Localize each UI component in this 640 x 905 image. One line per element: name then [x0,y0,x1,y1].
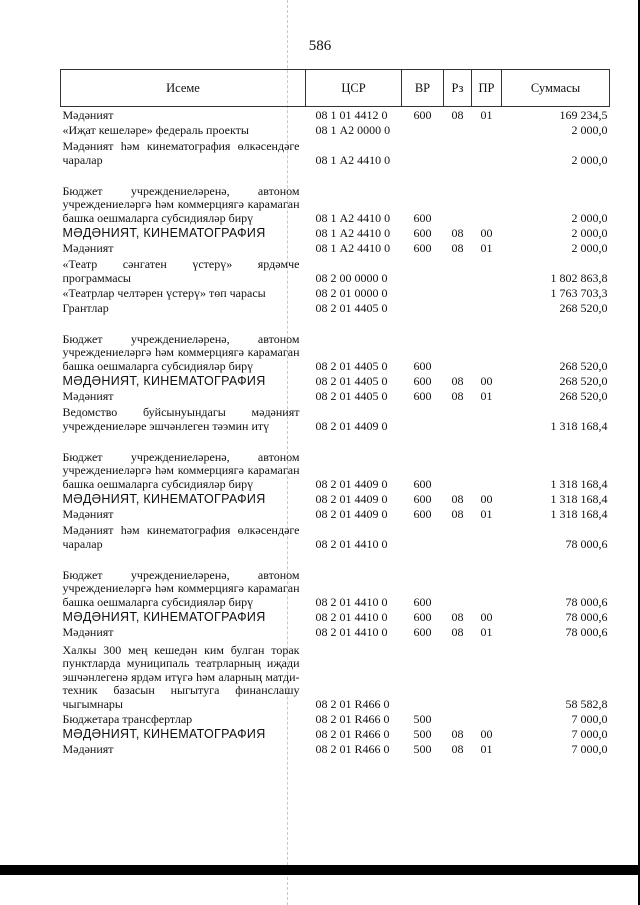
budget-table [60,69,610,756]
table-row [61,711,610,726]
table-row [61,624,610,639]
cell-vr: 600 [413,491,432,506]
cell-amount: 2 000,0 [571,122,608,137]
cell-vr: 500 [413,726,432,741]
cell-csr: 08 2 01 4409 0 [315,476,388,491]
cell-amount: 78 000,6 [565,624,608,639]
cell-pr: 01 [480,240,493,255]
cell-csr: 08 1 01 4412 0 [315,107,388,122]
header-name: Исеме [61,70,306,107]
cell-csr: 08 2 01 4410 0 [315,594,388,609]
cell-name: Мәдәният [62,624,114,639]
header-vr: ВР [402,70,444,107]
cell-name: МӘДӘНИЯТ, КИНЕМАТОГРАФИЯ [62,726,266,741]
cell-vr [402,403,444,433]
cell-pr [472,521,502,551]
cell-name: Мәдәният [62,741,114,756]
cell-csr: 08 2 01 R466 0 [315,726,390,741]
cell-amount: 7 000,0 [571,741,608,756]
table-row [61,551,610,609]
cell-csr: 08 2 01 4410 0 [315,536,388,551]
cell-vr: 600 [413,210,432,225]
cell-rz [444,285,472,300]
cell-csr: 08 2 01 4409 0 [315,491,388,506]
cell-pr [472,403,502,433]
table-row [61,521,610,551]
table-row [61,373,610,388]
cell-rz [444,315,472,373]
cell-name: Бюджет учреждениеләренә, автоном учреждениеләргә һәм коммерциягә карамаган башка оешмаларга субсидияләр бирү [62,567,300,609]
header-pr: ПР [472,70,502,107]
table-row [61,388,610,403]
cell-rz: 08 [451,741,464,756]
cell-amount: 1 318 168,4 [550,506,608,521]
cell-name: Мәдәният [62,506,114,521]
cell-amount: 1 318 168,4 [550,476,608,491]
table-row [61,137,610,167]
cell-vr [402,285,444,300]
cell-pr [472,551,502,609]
cell-rz: 08 [451,240,464,255]
cell-pr [472,137,502,167]
cell-name: Грантлар [62,300,109,315]
cell-rz [444,639,472,711]
table-header-row [61,70,610,107]
cell-rz: 08 [451,491,464,506]
cell-vr: 500 [413,741,432,756]
cell-csr: 08 2 01 4405 0 [315,388,388,403]
cell-name: Ведомство буйсынуындагы мәдәният учреждениеләре эшчәнлеген тәэмин итү [62,405,300,433]
cell-pr [472,285,502,300]
header-rz: Рз [444,70,472,107]
cell-amount: 169 234,5 [559,107,608,122]
cell-name: Мәдәният һәм кинематография өлкәсендәге чаралар [62,523,300,551]
cell-pr: 00 [480,609,493,624]
cell-csr: 08 1 А2 4410 0 [315,152,391,167]
cell-pr: 01 [480,107,493,122]
cell-name: МӘДӘНИЯТ, КИНЕМАТОГРАФИЯ [62,491,266,506]
cell-vr: 600 [413,609,432,624]
cell-amount: 1 763 703,3 [550,285,608,300]
cell-rz: 08 [451,726,464,741]
cell-name: Бюджет учреждениеләренә, автоном учреждениеләргә һәм коммерциягә карамаган башка оешмаларга субсидияләр бирү [62,449,300,491]
cell-name: Мәдәният [62,388,114,403]
cell-amount: 7 000,0 [571,711,608,726]
cell-csr: 08 2 01 R466 0 [315,741,390,756]
table-row [61,107,610,123]
table-row [61,506,610,521]
cell-amount: 2 000,0 [571,152,608,167]
cell-amount: 1 802 863,8 [550,270,608,285]
cell-csr: 08 1 А2 0000 0 [315,122,391,137]
cell-amount: 268 520,0 [559,388,608,403]
cell-name: МӘДӘНИЯТ, КИНЕМАТОГРАФИЯ [62,373,266,388]
cell-csr: 08 2 01 R466 0 [315,711,390,726]
cell-pr: 00 [480,491,493,506]
cell-rz [444,711,472,726]
cell-rz [444,137,472,167]
cell-amount: 78 000,6 [565,594,608,609]
table-row [61,167,610,225]
table-row [61,240,610,255]
cell-vr [402,639,444,711]
table-row [61,255,610,285]
cell-amount: 1 318 168,4 [550,418,608,433]
cell-vr: 600 [413,594,432,609]
cell-pr [472,639,502,711]
cell-csr: 08 1 А2 4410 0 [315,225,391,240]
cell-pr [472,255,502,285]
cell-vr [402,137,444,167]
cell-vr: 600 [413,225,432,240]
table-row [61,225,610,240]
cell-name: Мәдәният [62,107,114,122]
table-row [61,639,610,711]
cell-pr: 01 [480,506,493,521]
cell-vr [402,255,444,285]
table-body [61,107,610,757]
table-row [61,122,610,137]
header-amount: Суммасы [502,70,610,107]
cell-pr: 01 [480,741,493,756]
header-csr: ЦСР [306,70,402,107]
cell-rz: 08 [451,225,464,240]
table-row [61,726,610,741]
cell-csr: 08 2 01 4410 0 [315,624,388,639]
cell-csr: 08 2 01 4409 0 [315,418,388,433]
cell-csr: 08 2 01 4405 0 [315,358,388,373]
cell-vr [402,521,444,551]
cell-name: Бюджет учреждениеләренә, автоном учреждениеләргә һәм коммерциягә карамаган башка оешмаларга субсидияләр бирү [62,331,300,373]
cell-rz [444,255,472,285]
cell-vr: 600 [413,506,432,521]
cell-pr [472,167,502,225]
table-row [61,609,610,624]
cell-name: Бюджетара трансфертлар [62,711,193,726]
cell-vr [402,300,444,315]
page-number: 586 [308,38,332,54]
cell-csr: 08 1 А2 4410 0 [315,240,391,255]
cell-rz: 08 [451,624,464,639]
cell-name: Халкы 300 мең кешедән ким булган торак пунктларда муниципаль театрларның иҗади эшчәнлегенә ярдәм итүгә һәм аларның матди-техник базасын ныгытуга финанслашу чыгымнары [62,642,300,711]
cell-amount: 268 520,0 [559,300,608,315]
table-row [61,315,610,373]
cell-name: Мәдәният [62,240,114,255]
cell-csr: 08 2 01 4410 0 [315,609,388,624]
cell-pr [472,300,502,315]
cell-amount: 2 000,0 [571,210,608,225]
cell-vr: 600 [413,240,432,255]
cell-csr: 08 2 01 4405 0 [315,300,388,315]
cell-name: МӘДӘНИЯТ, КИНЕМАТОГРАФИЯ [62,225,266,240]
cell-amount: 58 582,8 [565,696,608,711]
table-row [61,285,610,300]
cell-amount: 1 318 168,4 [550,491,608,506]
cell-rz: 08 [451,373,464,388]
cell-pr [472,433,502,491]
cell-rz: 08 [451,107,464,122]
cell-rz: 08 [451,388,464,403]
cell-rz [444,122,472,137]
scan-bottom-border [0,865,640,875]
cell-csr: 08 2 01 4409 0 [315,506,388,521]
cell-rz [444,551,472,609]
cell-vr [402,122,444,137]
cell-csr: 08 1 А2 4410 0 [315,210,391,225]
cell-vr: 600 [413,388,432,403]
cell-name: «Театрлар челтәрен үстерү» төп чарасы [62,285,266,300]
cell-amount: 268 520,0 [559,373,608,388]
table-row [61,741,610,756]
cell-pr: 01 [480,388,493,403]
cell-rz: 08 [451,506,464,521]
cell-name: Мәдәният һәм кинематография өлкәсендәге чаралар [62,139,300,167]
cell-pr [472,122,502,137]
table-row [61,403,610,433]
cell-pr: 00 [480,225,493,240]
cell-name: «Театр сәнгатен үстерү» ярдәмче программасы [62,257,300,285]
cell-amount: 78 000,6 [565,536,608,551]
cell-amount: 7 000,0 [571,726,608,741]
cell-vr: 600 [413,373,432,388]
cell-amount: 2 000,0 [571,225,608,240]
cell-pr [472,315,502,373]
table-row [61,433,610,491]
cell-vr: 600 [413,624,432,639]
cell-vr: 500 [413,711,432,726]
table-row [61,491,610,506]
cell-vr: 600 [413,107,432,122]
cell-rz [444,300,472,315]
cell-pr: 00 [480,726,493,741]
cell-pr [472,711,502,726]
cell-csr: 08 2 01 R466 0 [315,696,390,711]
cell-amount: 78 000,6 [565,609,608,624]
cell-name: Бюджет учреждениеләренә, автоном учреждениеләргә һәм коммерциягә карамаган башка оешмаларга субсидияләр бирү [62,183,300,225]
cell-vr: 600 [413,358,432,373]
cell-pr: 01 [480,624,493,639]
table-row [61,300,610,315]
cell-rz [444,521,472,551]
cell-csr: 08 2 01 0000 0 [315,285,388,300]
cell-csr: 08 2 01 4405 0 [315,373,388,388]
cell-vr: 600 [413,476,432,491]
cell-rz [444,433,472,491]
cell-rz [444,403,472,433]
cell-pr: 00 [480,373,493,388]
cell-csr: 08 2 00 0000 0 [315,270,388,285]
cell-rz: 08 [451,609,464,624]
cell-amount: 2 000,0 [571,240,608,255]
cell-name: «Иҗат кешеләре» федераль проекты [62,122,249,137]
cell-amount: 268 520,0 [559,358,608,373]
cell-name: МӘДӘНИЯТ, КИНЕМАТОГРАФИЯ [62,609,266,624]
cell-rz [444,167,472,225]
